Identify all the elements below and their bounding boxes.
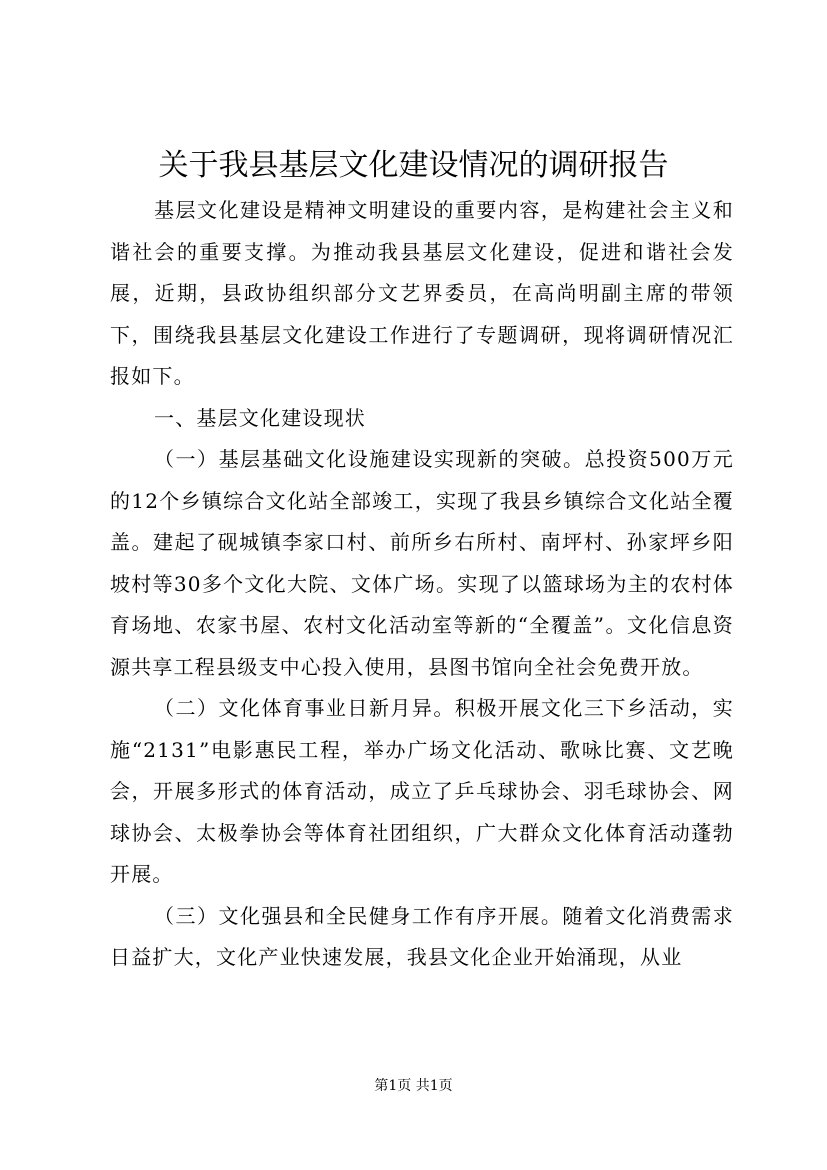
subsection-paragraph-1: （一）基层基础文化设施建设实现新的突破。总投资500万元的12个乡镇综合文化站全部竣工，实现了我县乡镇综合文化站全覆盖。建起了砚城镇李家口村、前所乡右所村、南坪村、孙家坪乡阳坡村等30多个文化大院、文体广场。实现了以篮球场为主的农村体育场地、农家书屋、农村文化活动室等新的“全覆盖”。文化信息资源共享工程县级支中心投入使用，县图书馆向全社会免费开放。 <box>110 447 734 679</box>
page-footer: 第1页 共1页 <box>374 1078 453 1094</box>
subsection-paragraph-2: （二）文化体育事业日新月异。积极开展文化三下乡活动，实施“2131”电影惠民工程，举办广场文化活动、歌咏比赛、文艺晚会，开展多形式的体育活动，成立了乒乓球协会、羽毛球协会、网球协会、太极拳协会等体育社团组织，广大群众文化体育活动蓬勃开展。 <box>110 696 734 886</box>
document-body <box>110 190 734 979</box>
section-heading: 一、基层文化建设现状 <box>154 405 366 430</box>
document-title: 关于我县基层文化建设情况的调研报告 <box>158 148 669 183</box>
subsection-paragraph-3: （三）文化强县和全民健身工作有序开展。随着文化消费需求日益扩大，文化产业快速发展，我县文化企业开始涌现，从业 <box>110 903 734 969</box>
intro-paragraph: 基层文化建设是精神文明建设的重要内容，是构建社会主义和谐社会的重要支撑。为推动我县基层文化建设，促进和谐社会发展，近期，县政协组织部分文艺界委员，在高尚明副主席的带领下，围绕我县基层文化建设工作进行了专题调研，现将调研情况汇报如下。 <box>110 198 734 388</box>
